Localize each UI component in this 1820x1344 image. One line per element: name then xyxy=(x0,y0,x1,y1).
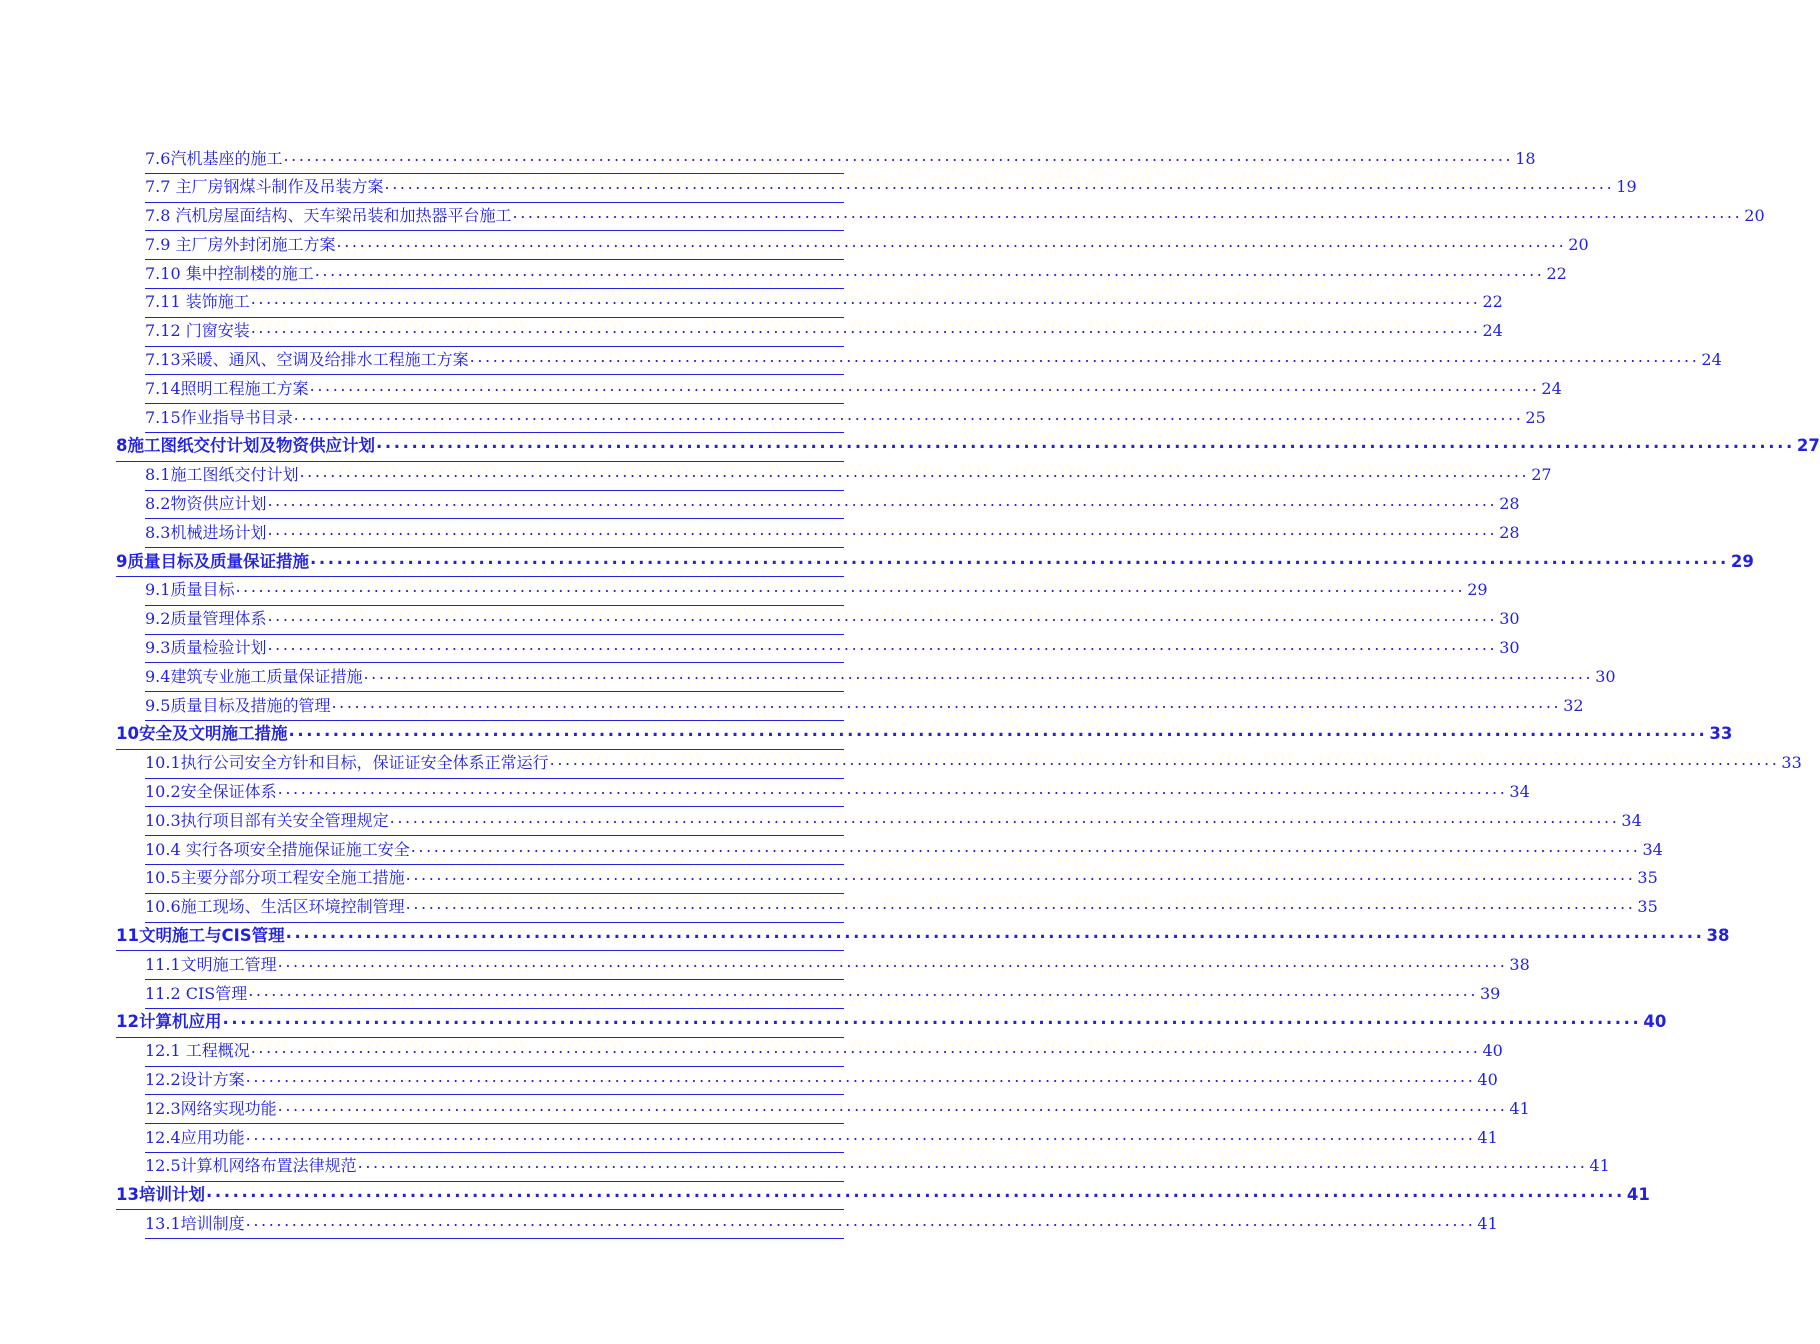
toc-dot-leader: ................................................................................................................................................................ xyxy=(336,231,1567,251)
toc-entry-title: 8.1施工图纸交付计划 xyxy=(145,465,299,485)
toc-page-number: 40 xyxy=(1643,1012,1667,1032)
toc-page-number: 30 xyxy=(1499,609,1520,629)
toc-entry-title: 7.8 汽机房屋面结构、天车梁吊装和加热器平台施工 xyxy=(145,206,512,226)
toc-entry-title: 10.3执行项目部有关安全管理规定 xyxy=(145,810,389,830)
toc-entry-title: 7.14照明工程施工方案 xyxy=(145,378,309,398)
toc-page-number: 33 xyxy=(1709,724,1733,744)
toc-dot-leader: ................................................................................................................................................................ xyxy=(285,923,1705,943)
toc-page-number: 30 xyxy=(1499,638,1520,658)
toc-page-number: 29 xyxy=(1730,551,1754,571)
toc-page-number: 18 xyxy=(1515,148,1536,168)
toc-page-number: 35 xyxy=(1637,897,1658,917)
toc-page-number: 33 xyxy=(1781,753,1802,773)
toc-entry-title: 10.2安全保证体系 xyxy=(145,782,277,802)
toc-dot-leader: ................................................................................................................................................................ xyxy=(277,779,1508,799)
toc-dot-leader: ................................................................................................................................................................ xyxy=(267,491,1498,511)
toc-dot-leader: ................................................................................................................................................................ xyxy=(250,289,1481,309)
toc-dot-leader: ................................................................................................................................................................ xyxy=(250,318,1481,338)
toc-entry-title: 10.6施工现场、生活区环境控制管理 xyxy=(145,897,405,917)
toc-entry-title: 8施工图纸交付计划及物资供应计划 xyxy=(116,436,375,456)
toc-page-number: 38 xyxy=(1706,926,1730,946)
toc-entry-title: 9.4建筑专业施工质量保证措施 xyxy=(145,666,363,686)
toc-dot-leader: ................................................................................................................................................................ xyxy=(299,462,1530,482)
toc-page-number: 41 xyxy=(1626,1185,1650,1205)
toc-entry-title: 10.1执行公司安全方针和目标，保证证安全体系正常运行 xyxy=(145,753,549,773)
toc-dot-leader: ................................................................................................................................................................ xyxy=(357,1153,1588,1173)
toc-page-number: 41 xyxy=(1477,1213,1498,1233)
toc-dot-leader: ................................................................................................................................................................ xyxy=(245,1124,1476,1144)
toc-entry-title: 11.2 CIS管理 xyxy=(145,983,248,1003)
toc-dot-leader: ................................................................................................................................................................ xyxy=(405,894,1636,914)
toc-page-number: 24 xyxy=(1482,321,1503,341)
toc-entry-title: 9.2质量管理体系 xyxy=(145,609,267,629)
toc-page-number: 28 xyxy=(1499,494,1520,514)
toc-dot-leader: ................................................................................................................................................................ xyxy=(309,375,1540,395)
toc-entry-title: 9.5质量目标及措施的管理 xyxy=(145,695,331,715)
toc-dot-leader: ................................................................................................................................................................ xyxy=(331,692,1562,712)
toc-entry-title: 7.9 主厂房外封闭施工方案 xyxy=(145,234,336,254)
toc-entry-title: 13.1培训制度 xyxy=(145,1213,245,1233)
toc-dot-leader: ................................................................................................................................................................ xyxy=(222,1009,1642,1029)
toc-dot-leader: ................................................................................................................................................................ xyxy=(267,519,1498,539)
toc-page-number: 41 xyxy=(1477,1127,1498,1147)
toc-page-number: 41 xyxy=(1509,1098,1530,1118)
toc-section-row xyxy=(0,1210,1498,1239)
toc-dot-leader: ................................................................................................................................................................ xyxy=(248,980,1478,1000)
toc-dot-leader: ................................................................................................................................................................ xyxy=(375,433,1795,453)
toc-dot-leader: ................................................................................................................................................................ xyxy=(549,750,1780,770)
toc-page-number: 41 xyxy=(1589,1156,1610,1176)
toc-page-number: 34 xyxy=(1509,782,1530,802)
toc-dot-leader: ................................................................................................................................................................ xyxy=(277,951,1508,971)
toc-entry-title: 11.1文明施工管理 xyxy=(145,954,277,974)
toc-entry-title: 7.10 集中控制楼的施工 xyxy=(145,263,314,283)
toc-dot-leader: ................................................................................................................................................................ xyxy=(410,836,1641,856)
toc-dot-leader: ................................................................................................................................................................ xyxy=(245,1067,1476,1086)
toc-entry-title: 8.3机械进场计划 xyxy=(145,522,267,542)
table-of-contents xyxy=(0,145,1820,1239)
toc-entry-title: 7.13采暖、通风、空调及给排水工程施工方案 xyxy=(145,350,469,370)
toc-entry-title: 7.12 门窗安装 xyxy=(145,321,250,341)
toc-page-number: 27 xyxy=(1796,436,1820,456)
toc-dot-leader: ................................................................................................................................................................ xyxy=(469,347,1700,367)
toc-page-number: 40 xyxy=(1482,1041,1503,1061)
toc-dot-leader: ................................................................................................................................................................ xyxy=(235,577,1466,597)
toc-entry-title: 7.15作业指导书目录 xyxy=(145,407,293,427)
toc-dot-leader: ................................................................................................................................................................ xyxy=(309,548,1729,568)
toc-entry-title: 12.1 工程概况 xyxy=(145,1041,250,1061)
toc-page-number: 30 xyxy=(1595,666,1616,686)
toc-dot-leader: ................................................................................................................................................................ xyxy=(293,404,1524,424)
toc-dot-leader: ................................................................................................................................................................ xyxy=(363,663,1594,683)
toc-entry-title: 9.1质量目标 xyxy=(145,580,235,600)
toc-dot-leader: ................................................................................................................................................................ xyxy=(405,865,1636,885)
toc-dot-leader: ................................................................................................................................................................ xyxy=(267,606,1498,626)
toc-entry-title: 12.3网络实现功能 xyxy=(145,1098,277,1118)
toc-dot-leader: ................................................................................................................................................................ xyxy=(384,174,1615,194)
toc-page-number: 24 xyxy=(1541,378,1562,398)
toc-page-number: 34 xyxy=(1621,810,1642,830)
toc-dot-leader: ................................................................................................................................................................ xyxy=(250,1038,1481,1058)
toc-entry-title: 10.4 实行各项安全措施保证施工安全 xyxy=(145,839,410,859)
toc-dot-leader: ................................................................................................................................................................ xyxy=(512,203,1743,223)
toc-dot-leader: ................................................................................................................................................................ xyxy=(267,635,1498,655)
toc-page-number: 39 xyxy=(1480,983,1501,1003)
toc-entry-title: 8.2物资供应计划 xyxy=(145,494,267,514)
toc-page-number: 22 xyxy=(1482,292,1503,312)
toc-page-number: 20 xyxy=(1744,206,1765,226)
toc-page-number: 27 xyxy=(1531,465,1552,485)
toc-entry-title: 12.2设计方案 xyxy=(145,1070,245,1089)
toc-page-number: 28 xyxy=(1499,522,1520,542)
toc-page-number: 32 xyxy=(1563,695,1584,715)
toc-dot-leader: ................................................................................................................................................................ xyxy=(205,1182,1625,1202)
toc-entry-title: 10安全及文明施工措施 xyxy=(116,724,288,744)
toc-page-number: 22 xyxy=(1546,263,1567,283)
toc-entry-title: 10.5主要分部分项工程安全施工措施 xyxy=(145,868,405,888)
toc-entry-title: 7.11 装饰施工 xyxy=(145,292,250,312)
toc-dot-leader: ................................................................................................................................................................ xyxy=(283,145,1514,165)
toc-entry-title: 12计算机应用 xyxy=(116,1012,222,1032)
toc-dot-leader: ................................................................................................................................................................ xyxy=(389,807,1620,827)
toc-dot-leader: ................................................................................................................................................................ xyxy=(314,260,1545,280)
toc-entry-title: 7.6汽机基座的施工 xyxy=(145,148,283,168)
toc-page-number: 38 xyxy=(1509,954,1530,974)
toc-entry-title: 9.3质量检验计划 xyxy=(145,638,267,658)
toc-entry-title: 12.4应用功能 xyxy=(145,1127,245,1147)
toc-page-number: 29 xyxy=(1467,580,1488,600)
toc-page-number: 34 xyxy=(1642,839,1663,859)
toc-entry-title: 13培训计划 xyxy=(116,1185,205,1205)
toc-page-number: 24 xyxy=(1701,350,1722,370)
toc-page-number: 19 xyxy=(1616,177,1637,197)
toc-entry-title: 9质量目标及质量保证措施 xyxy=(116,551,309,571)
toc-page-number: 35 xyxy=(1637,868,1658,888)
toc-page-number: 20 xyxy=(1568,234,1589,254)
toc-entry-title: 11文明施工与CIS管理 xyxy=(116,926,285,946)
toc-page-number: 25 xyxy=(1525,407,1546,427)
toc-section-link[interactable] xyxy=(145,1210,1498,1239)
toc-entry-title: 12.5计算机网络布置法律规范 xyxy=(145,1156,357,1176)
toc-dot-leader: ................................................................................................................................................................ xyxy=(245,1210,1476,1230)
toc-dot-leader: ................................................................................................................................................................ xyxy=(277,1095,1508,1115)
toc-dot-leader: ................................................................................................................................................................ xyxy=(288,721,1708,741)
toc-page-number: 40 xyxy=(1477,1070,1498,1089)
toc-entry-title: 7.7 主厂房钢煤斗制作及吊装方案 xyxy=(145,177,384,197)
